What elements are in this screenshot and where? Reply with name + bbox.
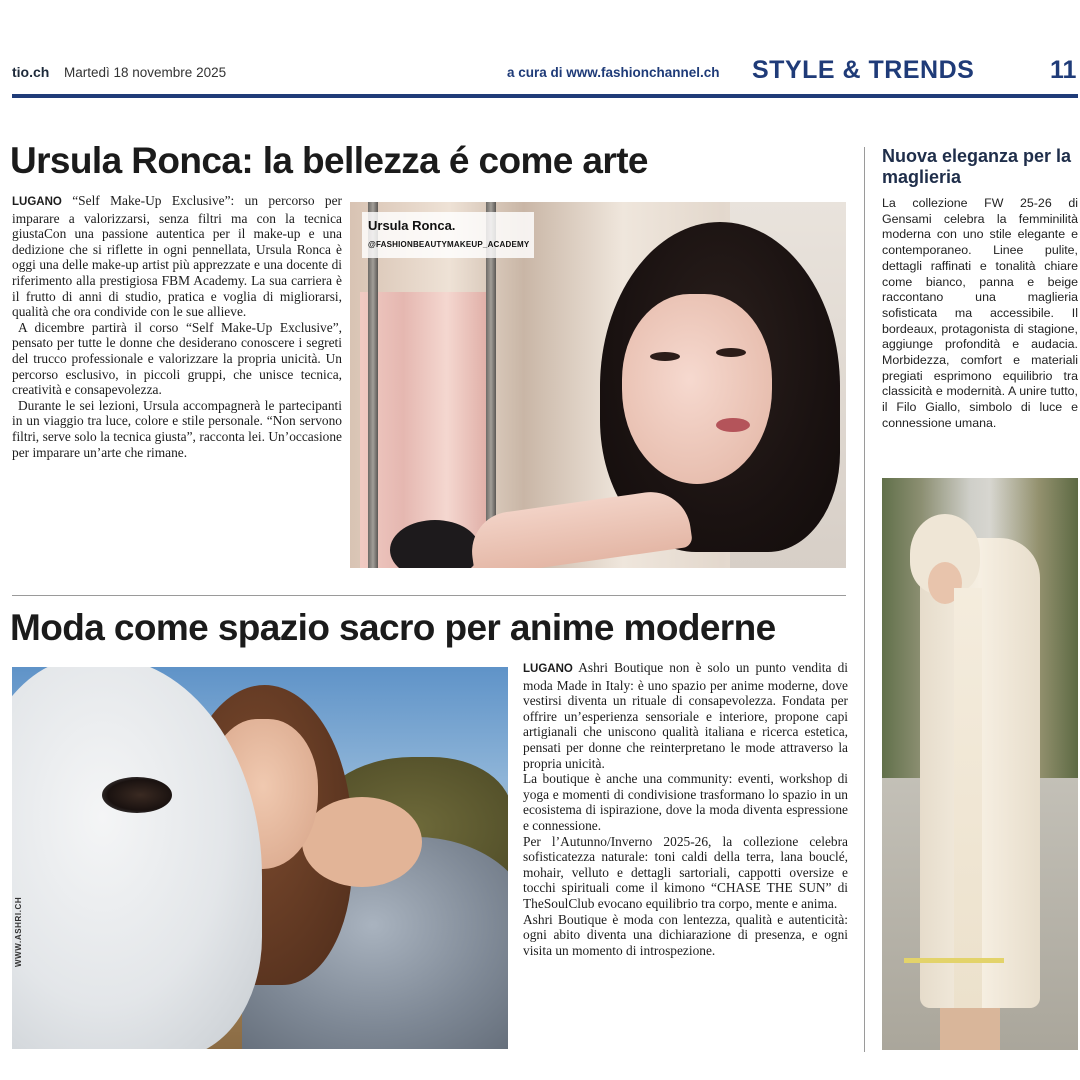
article1-photo xyxy=(350,202,846,568)
site-name: tio.ch xyxy=(12,64,50,80)
sidebar-headline: Nuova eleganza per la maglieria xyxy=(882,146,1072,187)
article2-headline: Moda come spazio sacro per anime moderne xyxy=(10,607,776,648)
photo-eye xyxy=(650,352,680,361)
section-divider xyxy=(12,595,846,596)
sidebar-body: La collezione FW 25-26 di Gensami celebra la femminilità moderna con uno stile elegante e contemporaneo. Linee pulite, dettagli raffinati e tonalità chiare come bianco, panna e beige raccontano una maglieria sofisticata ma accessibile. Il bordeaux, protagonista di stagione, aggiunge profondità e audacia. Morbidezza, comfort e materiali pregiati esprimono equilibrio tra classicità e modernità. A unire tutto, il Filo Giallo, simbolo di luce e connessione umana. xyxy=(882,196,1078,430)
article2-kicker: LUGANO xyxy=(523,663,573,675)
photo-yellow-stripe xyxy=(904,958,1004,963)
article2-paragraph: Per l’Autunno/Inverno 2025-26, la collezione celebra sofisticatezza naturale: toni caldi della terra, lana bouclé, mohair, velluto e dettagli sartoriali, cappotti oversize e tocchi spirituali come il kimono “CHASE THE SUN” di TheSoulClub evocano equilibrio tra corpo, mente e anima. xyxy=(523,833,848,911)
section-title: STYLE & TRENDS xyxy=(752,56,975,84)
photo-eye xyxy=(716,348,746,357)
photo-hand xyxy=(467,487,693,568)
article2-paragraph: La boutique è anche una community: eventi, workshop di yoga e momenti di condivisione trasformano lo spazio in un ecosistema di ispirazione, dove la moda diventa espressione e connessione. xyxy=(523,771,848,833)
photo-legs xyxy=(940,1008,1000,1050)
article1-paragraph: A dicembre partirà il corso “Self Make-Up Exclusive”, pensato per tutte le donne che desiderano conoscere i segreti del trucco professionale e valorizzare la propria unicità. Un percorso esclusivo, in piccoli gruppi, che unisce tecnica, creatività e consapevolezza. xyxy=(12,319,342,398)
photo-lips xyxy=(716,418,750,432)
photo-caption: Ursula Ronca. xyxy=(368,218,456,233)
column-divider xyxy=(864,147,865,1052)
sidebar-photo xyxy=(882,478,1078,1050)
photo-face xyxy=(622,294,772,484)
article1-kicker: LUGANO xyxy=(12,196,62,208)
article2-paragraph xyxy=(523,660,848,771)
photo-shoulder xyxy=(302,797,422,887)
article1-headline: Ursula Ronca: la bellezza é come arte xyxy=(10,140,648,181)
article1-paragraph xyxy=(12,193,342,320)
photo-scarf xyxy=(954,588,982,1008)
issue-date: Martedì 18 novembre 2025 xyxy=(64,65,227,80)
photo-credit: WWW.ASHRI.CH xyxy=(14,896,23,967)
article1-paragraph: Durante le sei lezioni, Ursula accompagnerà le partecipanti in un viaggio tra luce, colore e stile personale. “Non servono filtri, serve solo la tecnica giusta”, racconta lei. Un’occasione per imparare un’arte che rimane. xyxy=(12,397,342,460)
section-credit: a cura di www.fashionchannel.ch xyxy=(507,65,720,80)
article2-photo xyxy=(12,667,508,1049)
header-rule xyxy=(12,94,1078,98)
article2-paragraph: Ashri Boutique è moda con lentezza, qualità e autenticità: ogni abito diventa una dichiarazione di presenza, e ogni visita un momento di introspezione. xyxy=(523,911,848,958)
article1-paragraph-text: “Self Make-Up Exclusive”: un percorso per imparare a valorizzarsi, senza filtri ma con la tecnica giustaCon una passione autentica per il make-up e una dedizione che si riflette in ogni pennellata, Ursula Ronca è oggi una delle make-up artist più apprezzate e una docente di riferimento alla prestigiosa FBM Academy. La sua carriera è il frutto di anni di studio, pratica e voglia di migliorarsi, qualità che ora condivide con le sue allieve. xyxy=(12,193,343,320)
photo-credit: @FASHIONBEAUTYMAKEUP_ACADEMY xyxy=(368,240,530,249)
article2-paragraph-text: Ashri Boutique non è solo un punto vendita di moda Made in Italy: è uno spazio per anime moderne, dove vestirsi diventa un rituale di consapevolezza. Fondata per offrire un’esperienza sensoriale e interiore, propone capi artigianali che uniscono qualità italiana e ricerca estetica, pensati per donne che reinterpretano le mode attraverso la propria unicità. xyxy=(523,660,848,771)
article2-body xyxy=(523,660,848,958)
page-number: 11 xyxy=(1050,56,1077,84)
photo-horse-eye xyxy=(102,777,172,813)
article1-body xyxy=(12,193,342,460)
